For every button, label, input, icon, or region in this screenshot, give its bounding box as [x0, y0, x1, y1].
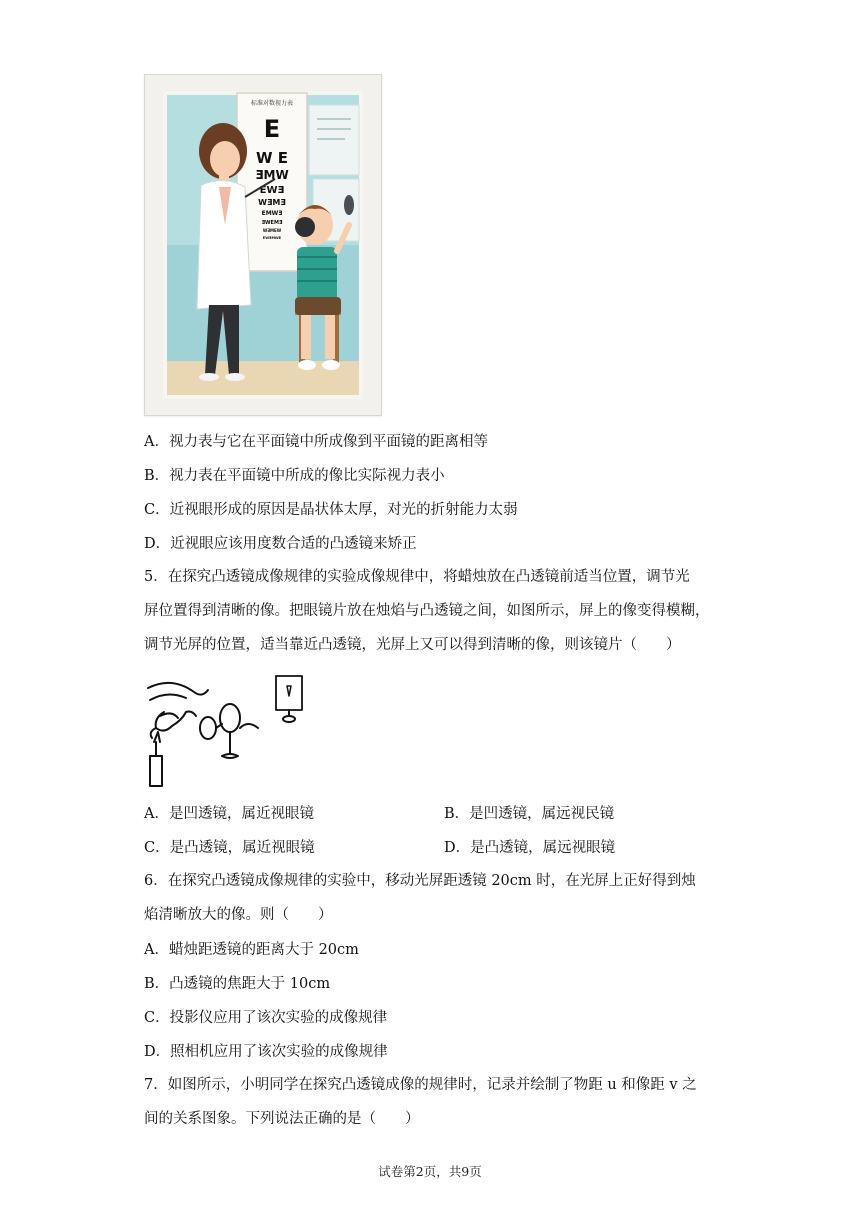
q6-option-a: A．蜡烛距透镜的距离大于 20cm: [144, 942, 359, 958]
q7-stem-line: 间的关系图象。下列说法正确的是（ ）: [144, 1111, 420, 1127]
svg-text:EWƎMWE: EWƎMWE: [262, 236, 282, 240]
q6-stem-line: 焰清晰放大的像。则（ ）: [144, 907, 333, 923]
q6-option-b: B．凸透镜的焦距大于 10cm: [144, 976, 331, 992]
q5-stem: [144, 560, 710, 662]
svg-text:ƎMW: ƎMW: [255, 168, 289, 182]
q6-stem-line: 6．在探究凸透镜成像规律的实验中，移动光屏距透镜 20cm 时，在光屏上正好得到烛: [144, 873, 696, 889]
q7-stem: [144, 1068, 704, 1136]
q5-option-b: B．是凹透镜，属远视民镜: [444, 806, 615, 822]
q5-stem-line: 5．在探究凸透镜成像规律的实验成像规律中，将蜡烛放在凸透镜前适当位置，调节光: [144, 569, 690, 585]
svg-text:ƎWEMƎ: ƎWEMƎ: [261, 220, 283, 226]
svg-text:EMWƎ: EMWƎ: [261, 210, 283, 217]
q4-option-a: A．视力表与它在平面镜中所成像到平面镜的距离相等: [144, 434, 488, 450]
eye-chart-title: 标准对数视力表: [250, 100, 294, 107]
svg-text:W E: W E: [255, 149, 289, 167]
q5-option-c: C．是凸透镜，属近视眼镜: [144, 840, 315, 856]
q4-option-c: C．近视眼形成的原因是晶状体太厚，对光的折射能力太弱: [144, 502, 518, 518]
svg-text:E: E: [263, 115, 281, 143]
q5-stem-line: 调节光屏的位置，适当靠近凸透镜，光屏上又可以得到清晰的像，则该镜片（ ）: [144, 637, 681, 653]
q6-stem: [144, 864, 704, 932]
q5-option-d: D．是凸透镜，属远视眼镜: [444, 840, 616, 856]
svg-text:WƎMEW: WƎMEW: [262, 228, 282, 233]
svg-text:WƎMƎ: WƎMƎ: [258, 198, 286, 207]
svg-text:EWƎ: EWƎ: [259, 185, 285, 196]
q6-option-d: D．照相机应用了该次实验的成像规律: [144, 1044, 388, 1060]
q4-option-b: B．视力表在平面镜中所成的像比实际视力表小: [144, 468, 445, 484]
q4-option-d: D．近视眼应该用度数合适的凸透镜来矫正: [144, 536, 417, 552]
q6-option-c: C．投影仪应用了该次实验的成像规律: [144, 1010, 388, 1026]
lens-experiment-sketch: [142, 670, 322, 794]
eye-exam-illustration: [144, 74, 382, 416]
q5-option-a: A．是凹透镜，属近视眼镜: [144, 806, 314, 822]
page-footer: 试卷第2页，共9页: [378, 1164, 482, 1179]
q5-stem-line: 屏位置得到清晰的像。把眼镜片放在烛焰与凸透镜之间，如图所示，屏上的像变得模糊，: [144, 603, 710, 619]
q7-stem-line: 7．如图所示，小明同学在探究凸透镜成像的规律时，记录并绘制了物距 u 和像距 v 之: [144, 1077, 697, 1093]
